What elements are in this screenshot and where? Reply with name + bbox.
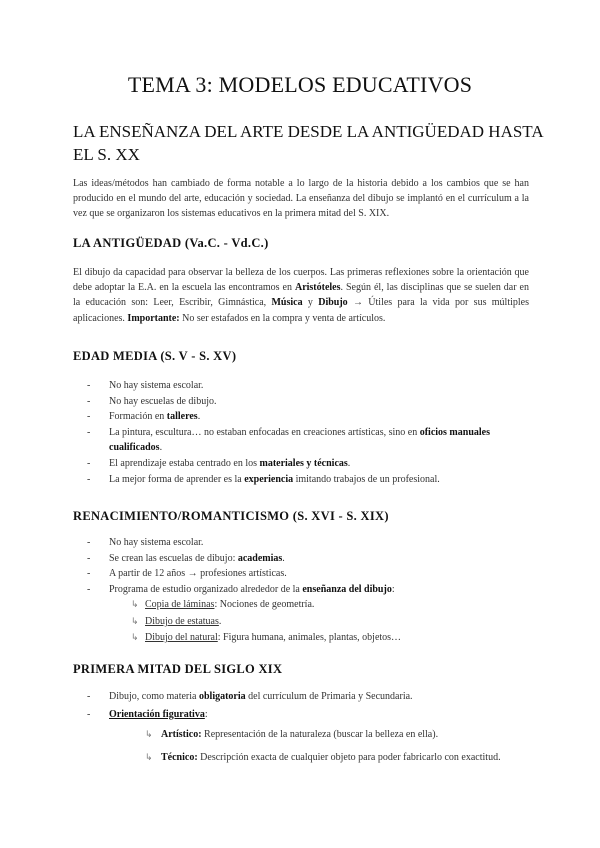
list-item: - Programa de estudio organizado alrededor de la enseñanza del dibujo: ↳ Copia de láminas: Nociones de geometría. ↳ Dibujo de estatuas. ↳ Dibujo del natural: Figura humana, animales, plantas, objetos… [73, 582, 533, 647]
antiguedad-heading: LA ANTIGÜEDAD (Va.C. - Vd.C.) [73, 236, 269, 250]
sub-arrow-icon: ↳ [145, 752, 153, 763]
sub-list-item: ↳ Dibujo del natural: Figura humana, animales, plantas, objetos… [109, 630, 533, 647]
list-item: - A partir de 12 años → profesiones artísticas. [73, 566, 533, 582]
renacimiento-sublist [109, 597, 533, 647]
intro-paragraph: Las ideas/métodos han cambiado de forma notable a lo largo de la historia debido a los cambios que se han producido en el mundo del arte, educación y sociedad. La enseñanza del dibujo se implantó en el currículum a la vez que se organizaron los sistemas educativos en la primera mitad del S. XIX. [73, 178, 529, 220]
list-item: - No hay sistema escolar. [73, 535, 533, 551]
antiguedad-paragraph: El dibujo da capacidad para observar la belleza de los cuerpos. Las primeras reflexiones sobre la orientación que debe adoptar la E.A. en la escuela las encontramos en Aristóteles. Según él, las disciplinas que se suelen dar en la educación son: Leer, Escribir, Gimnástica, Música y Dibujo → Útiles para la vida por sus múltiples aplicaciones. Importante: No ser estafados en la compra y venta de artículos. [73, 267, 529, 324]
sub-list-item: ↳ Artístico: Representación de la naturaleza (buscar la belleza en ella). [109, 727, 533, 744]
renacimiento-heading: RENACIMIENTO/ROMANTICISMO (S. XVI - S. XIX) [73, 509, 389, 523]
renacimiento-list [73, 535, 533, 647]
section-title: LA ENSEÑANZA DEL ARTE DESDE LA ANTIGÜEDAD HASTA EL S. XX [73, 122, 543, 164]
sub-arrow-icon: ↳ [131, 633, 139, 644]
list-item: - Dibujo, como materia obligatoria del currículum de Primaria y Secundaria. [73, 689, 533, 705]
list-item: - No hay sistema escolar. [73, 378, 533, 394]
list-item: - Formación en talleres. [73, 409, 533, 425]
list-item: - Orientación figurativa: ↳ Artístico: Representación de la naturaleza (buscar la belleza en ella). ↳ Técnico: Descripción exacta de cualquier objeto para poder fabricarlo con exactitud. [73, 707, 533, 767]
sub-list-item: ↳ Técnico: Descripción exacta de cualquier objeto para poder fabricarlo con exactitud. [109, 750, 533, 767]
list-item: - Se crean las escuelas de dibujo: academias. [73, 551, 533, 567]
edad-media-list [73, 378, 533, 487]
primera-mitad-list [73, 689, 533, 766]
list-item: - La pintura, escultura… no estaban enfocadas en creaciones artísticas, sino en oficios manuales cualificados. [73, 425, 533, 456]
list-item: - El aprendizaje estaba centrado en los materiales y técnicas. [73, 456, 533, 472]
primera-mitad-heading: PRIMERA MITAD DEL SIGLO XIX [73, 662, 283, 676]
edad-media-heading: EDAD MEDIA (S. V - S. XV) [73, 349, 237, 363]
sub-list-item: ↳ Copia de láminas: Nociones de geometría. [109, 597, 533, 614]
page-title: TEMA 3: MODELOS EDUCATIVOS [127, 72, 473, 97]
primera-mitad-sublist [109, 727, 533, 766]
sub-arrow-icon: ↳ [145, 730, 153, 741]
sub-arrow-icon: ↳ [131, 600, 139, 611]
sub-arrow-icon: ↳ [131, 616, 139, 627]
list-item: - No hay escuelas de dibujo. [73, 394, 533, 410]
sub-list-item: ↳ Dibujo de estatuas. [109, 614, 533, 631]
list-item: - La mejor forma de aprender es la experiencia imitando trabajos de un profesional. [73, 472, 533, 488]
